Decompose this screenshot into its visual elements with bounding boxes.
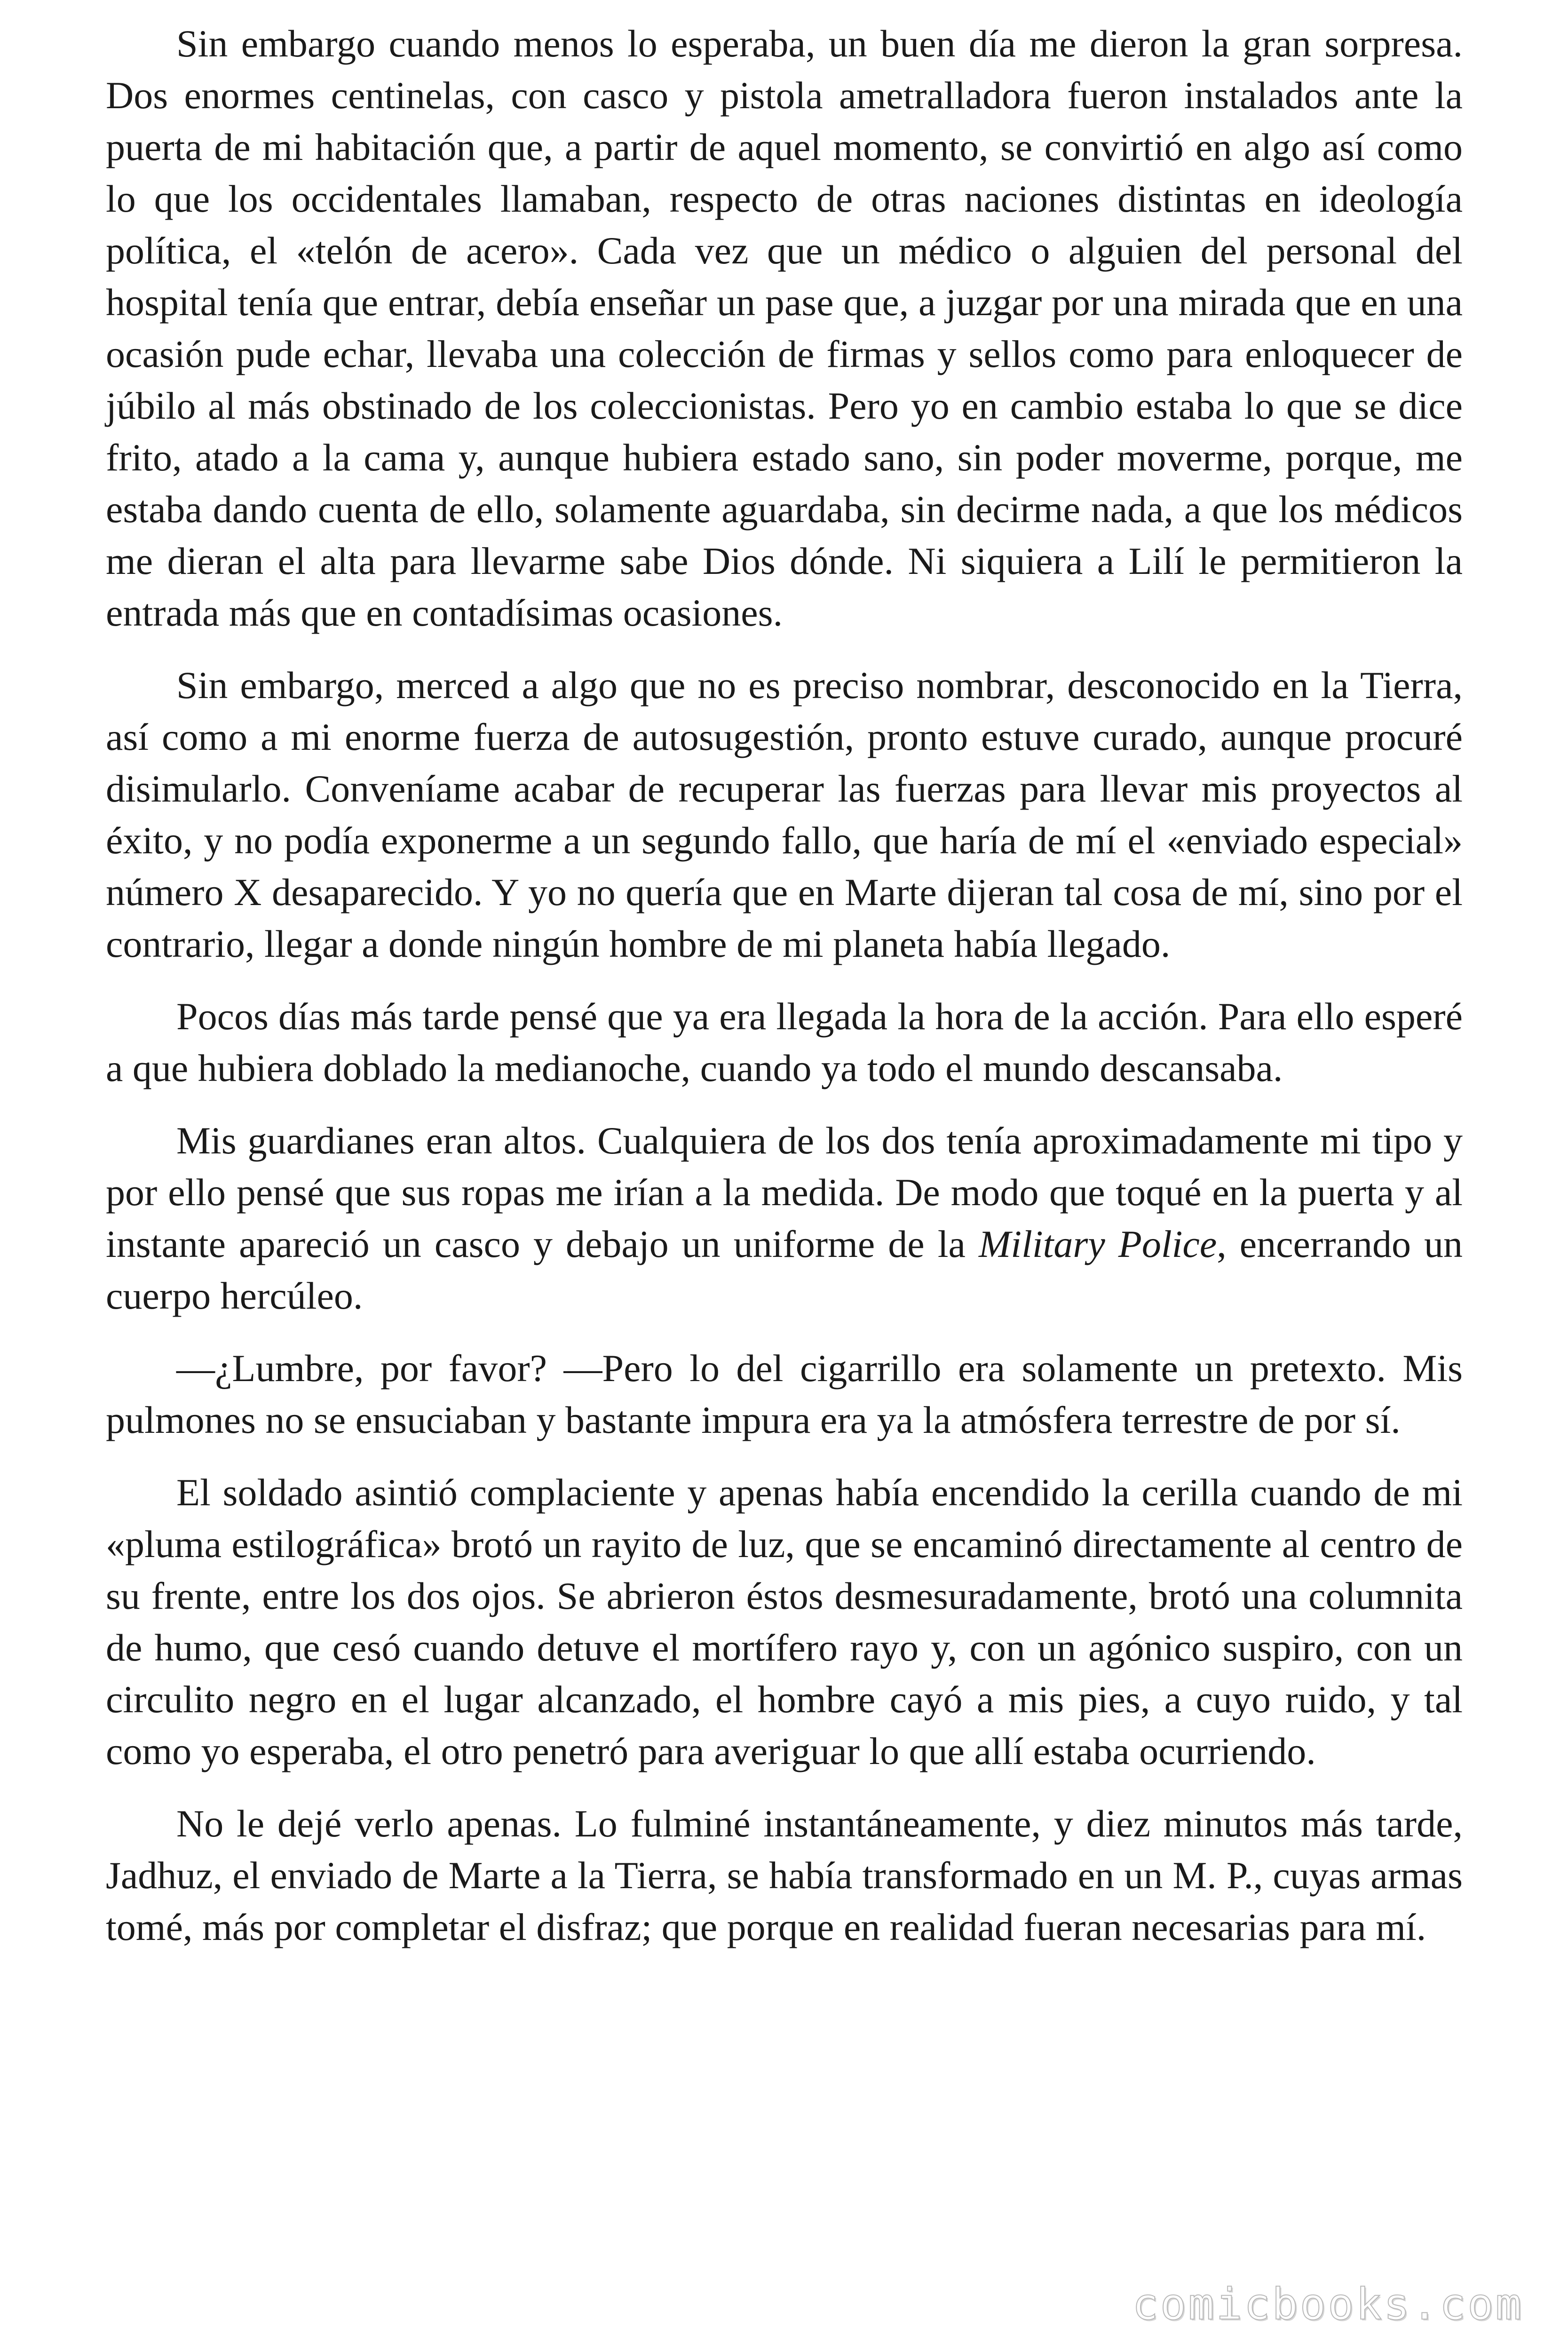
paragraph-4-text-before: Mis guardianes eran altos. Cualquiera de los dos tenía aproximadamente mi tipo y por ello pensé que sus ropas me irían a la medida. De modo que toqué en la puerta y al instante apareció un casco y debajo un uniforme de la [106,1119,1463,1265]
paragraph-4-text-after: , encerrando un cuerpo hercúleo. [106,1223,1463,1317]
paragraph-1: Sin embargo cuando menos lo esperaba, un buen día me dieron la gran sorpresa. Dos enormes centinelas, con casco y pistola ametralladora fueron instalados ante la puerta de mi habitación que, a partir de aquel momento, se convirtió en algo así como lo que los occidentales llamaban, respecto de otras naciones distintas en ideología política, el «telón de acero». Cada vez que un médico o alguien del personal del hospital tenía que entrar, debía enseñar un pase que, a juzgar por una mirada que en una ocasión pude echar, llevaba una colección de firmas y sellos como para enloquecer de júbilo al más obstinado de los coleccionistas. Pero yo en cambio estaba lo que se dice frito, atado a la cama y, aunque hubiera estado sano, sin poder moverme, porque, me estaba dando cuenta de ello, solamente aguardaba, sin decirme nada, a que los médicos me dieran el alta para llevarme sabe Dios dónde. Ni siquiera a Lilí le permitieron la entrada más que en contadísimas ocasiones. [106,22,1463,634]
paragraph-5: —¿Lumbre, por favor? —Pero lo del cigarrillo era solamente un pretexto. Mis pulmones no se ensuciaban y bastante impura era ya la atmósfera terrestre de por sí. [106,1347,1463,1441]
paragraph-7: No le dejé verlo apenas. Lo fulminé instantáneamente, y diez minutos más tarde, Jadhuz, el enviado de Marte a la Tierra, se había transformado en un M. P., cuyas armas tomé, más por completar el disfraz; que porque en realidad fueran necesarias para mí. [106,1802,1463,1948]
paragraph-2: Sin embargo, merced a algo que no es preciso nombrar, desconocido en la Tierra, así como a mi enorme fuerza de autosugestión, pronto estuve curado, aunque procuré disimularlo. Conveníame acabar de recuperar las fuerzas para llevar mis proyectos al éxito, y no podía exponerme a un segundo fallo, que haría de mí el «enviado especial» número X desaparecido. Y yo no quería que en Marte dijeran tal cosa de mí, sino por el contrario, llegar a donde ningún hombre de mi planeta había llegado. [106,664,1463,965]
paragraph-3: Pocos días más tarde pensé que ya era llegada la hora de la acción. Para ello esperé a que hubiera doblado la medianoche, cuando ya todo el mundo descansaba. [106,995,1463,1089]
paragraph-4 [106,1115,1463,1322]
paragraph-4-italic-term: Military Police [978,1223,1217,1265]
paragraph-6: El soldado asintió complaciente y apenas había encendido la cerilla cuando de mi «pluma estilográfica» brotó un rayito de luz, que se encaminó directamente al centro de su frente, entre los dos ojos. Se abrieron éstos desmesuradamente, brotó una columnita de humo, que cesó cuando detuve el mortífero rayo y, con un agónico suspiro, con un circulito negro en el lugar alcanzado, el hombre cayó a mis pies, a cuyo ruido, y tal como yo esperaba, el otro penetró para averiguar lo que allí estaba ocurriendo. [106,1471,1463,1772]
document-body [106,18,1463,1974]
watermark: comicbooks.com [1132,2279,1523,2329]
